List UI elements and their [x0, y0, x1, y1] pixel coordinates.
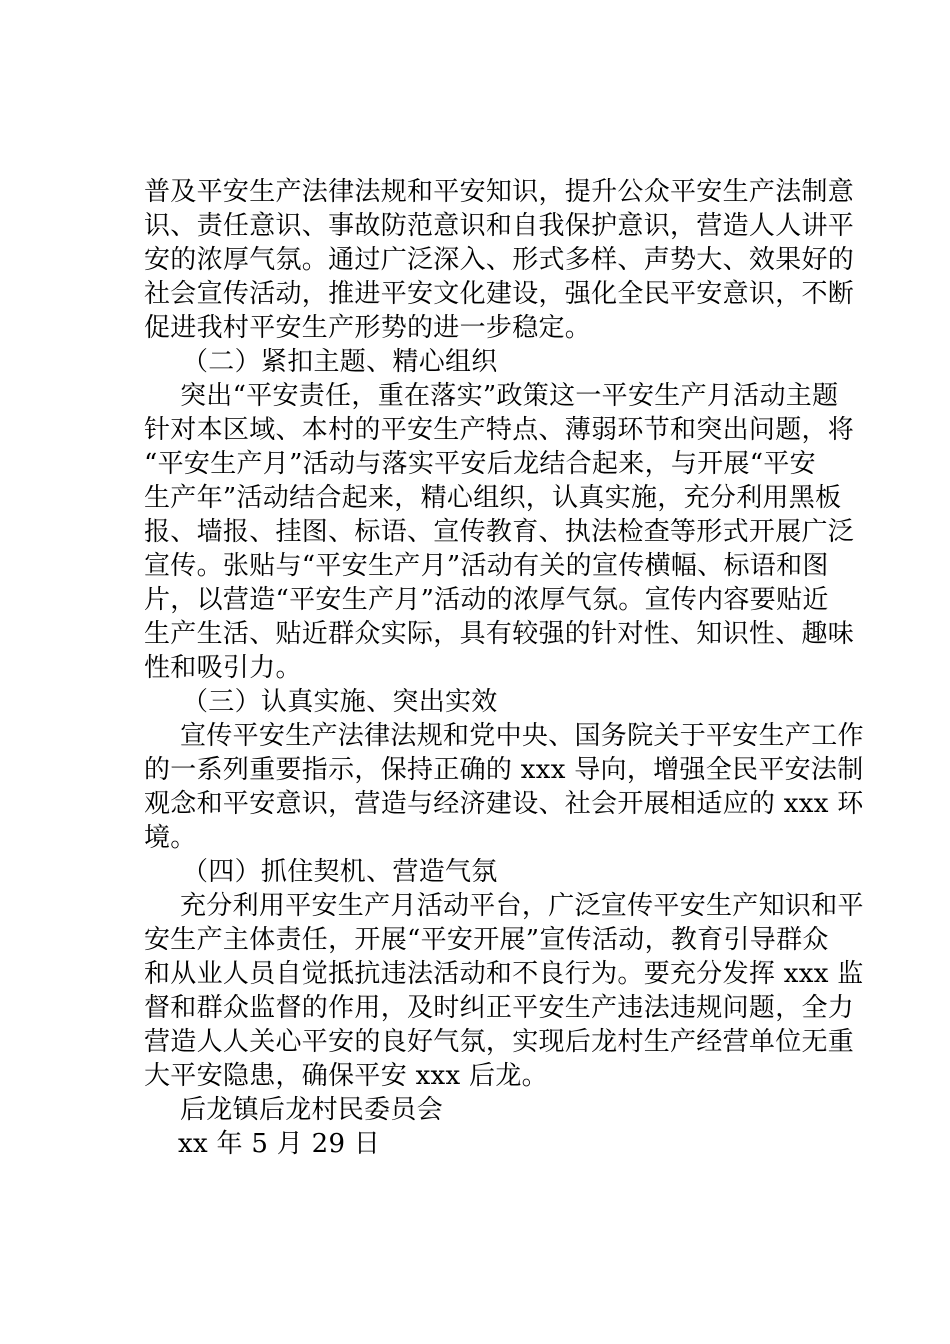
signature-organization: 后龙镇后龙村民委员会: [180, 1095, 444, 1125]
body-line: 报、墙报、挂图、标语、宣传教育、执法检查等形式开展广泛: [144, 517, 855, 547]
body-line: 识、责任意识、事故防范意识和自我保护意识，营造人人讲平: [144, 211, 855, 241]
body-line: 安生产主体责任，开展“平安开展”宣传活动，教育引导群众: [144, 925, 829, 955]
body-line: 促进我村平安生产形势的进一步稳定。: [144, 313, 592, 343]
body-line: 观念和平安意识，营造与经济建设、社会开展相适应的 xxx 环: [144, 789, 864, 819]
body-line: 针对本区域、本村的平安生产特点、薄弱环节和突出问题，将: [144, 415, 855, 445]
body-line: 社会宣传活动，推进平安文化建设，强化全民平安意识，不断: [144, 279, 855, 309]
section-heading: （二）紧扣主题、精心组织: [182, 347, 498, 377]
body-line: “平安生产月”活动与落实平安后龙结合起来，与开展“平安: [144, 449, 816, 479]
body-line: 营造人人关心平安的良好气氛，实现后龙村生产经营单位无重: [144, 1027, 855, 1057]
body-line: 的一系列重要指示，保持正确的 xxx 导向，增强全民平安法制: [144, 755, 864, 785]
signature-date: xx 年 5 月 29 日: [178, 1129, 381, 1159]
section-heading: （四）抓住契机、营造气氛: [182, 857, 498, 887]
body-line: 普及平安生产法律法规和平安知识，提升公众平安生产法制意: [144, 177, 855, 207]
body-line: 生产年”活动结合起来，精心组织，认真实施，充分利用黑板: [144, 483, 842, 513]
body-line: 突出“平安责任，重在落实”政策这一平安生产月活动主题: [180, 381, 839, 411]
body-line: 大平安隐患，确保平安 xxx 后龙。: [144, 1061, 548, 1091]
body-line: 宣传平安生产法律法规和党中央、国务院关于平安生产工作: [180, 721, 864, 751]
body-line: 和从业人员自觉抵抗违法活动和不良行为。要充分发挥 xxx 监: [144, 959, 864, 989]
body-line: 性和吸引力。: [144, 653, 302, 683]
body-line: 生产生活、贴近群众实际，具有较强的针对性、知识性、趣味: [144, 619, 855, 649]
body-line: 境。: [144, 823, 197, 853]
section-heading: （三）认真实施、突出实效: [182, 687, 498, 717]
body-line: 安的浓厚气氛。通过广泛深入、形式多样、声势大、效果好的: [144, 245, 855, 275]
body-line: 充分利用平安生产月活动平台，广泛宣传平安生产知识和平: [180, 891, 864, 921]
body-line: 督和群众监督的作用，及时纠正平安生产违法违规问题，全力: [144, 993, 855, 1023]
body-line: 片，以营造“平安生产月”活动的浓厚气氛。宣传内容要贴近: [144, 585, 829, 615]
body-line: 宣传。张贴与“平安生产月”活动有关的宣传横幅、标语和图: [144, 551, 829, 581]
